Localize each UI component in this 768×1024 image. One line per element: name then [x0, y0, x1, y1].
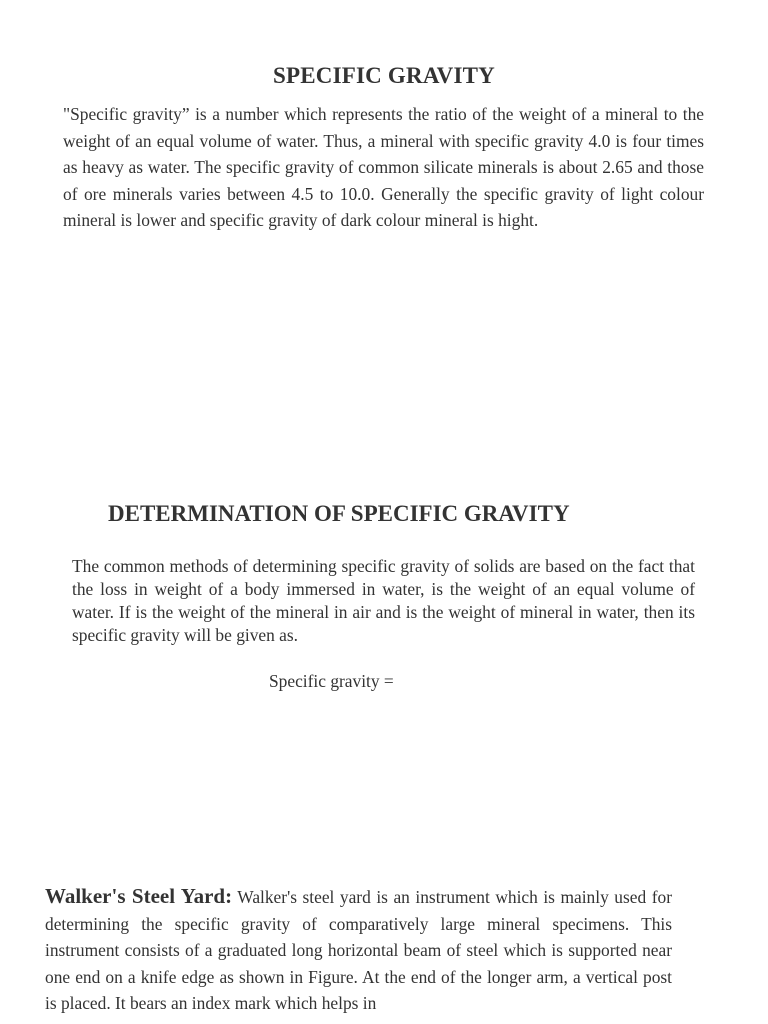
walkers-steel-yard-body: Walker's steel yard is an instrument which is mainly used for determining the specific gravity of comparatively large mineral specimens. This instrument consists of a graduated long horizontal beam of steel which is supported near one end on a knife edge as shown in Figure. At the end of the longer arm, a vertical post is placed. It bears an index mark which helps in — [45, 887, 672, 1013]
specific-gravity-paragraph: "Specific gravity” is a number which represents the ratio of the weight of a mineral to the weight of an equal volume of water. Thus, a mineral with specific gravity 4.0 is four times as heavy as water. The specific gravity of common silicate minerals is about 2.65 and those of ore minerals varies between 4.5 to 10.0. Generally the specific gravity of light colour mineral is lower and specific gravity of dark colour mineral is hight. — [63, 104, 704, 230]
walkers-steel-yard-heading: Walker's Steel Yard: — [45, 884, 233, 908]
specific-gravity-formula-label: Specific gravity = — [269, 671, 394, 691]
walkers-steel-yard-paragraph — [45, 883, 672, 1017]
determination-heading: DETERMINATION OF SPECIFIC GRAVITY — [108, 501, 570, 526]
determination-paragraph: The common methods of determining specific gravity of solids are based on the fact that the loss in weight of a body immersed in water, is the weight of an equal volume of water. If is the weight of the mineral in air and is the weight of mineral in water, then its specific gravity will be given as. — [72, 556, 695, 645]
page-title-specific-gravity: SPECIFIC GRAVITY — [273, 63, 495, 88]
